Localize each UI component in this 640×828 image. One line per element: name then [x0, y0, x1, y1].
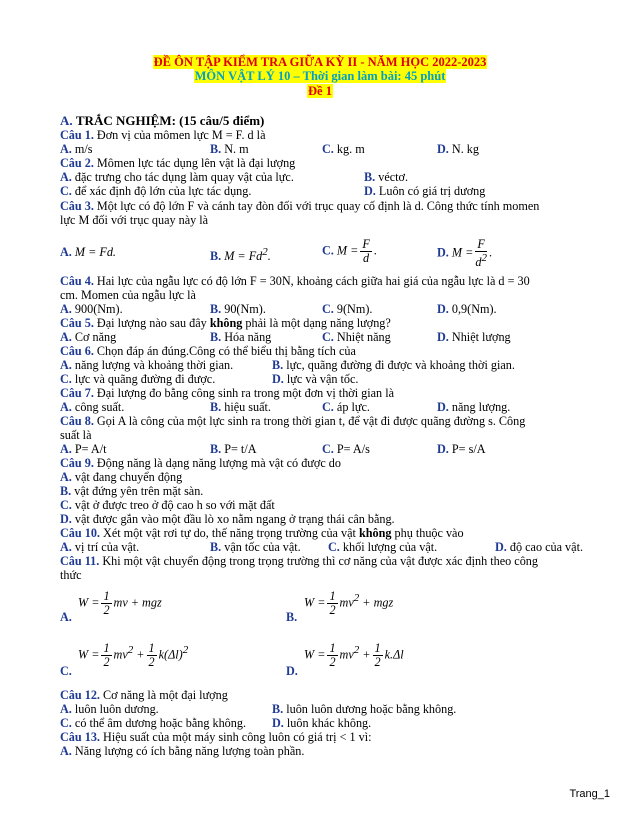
question-6: Câu 6. Chọn đáp án đúng.Công có thể biểu thị bằng tích của: [60, 344, 356, 358]
question-8: Câu 8. Gọi A là công của một lực sinh ra trong thời gian t, để vật đi được quãng đường s. Công: [60, 414, 526, 428]
question-13: Câu 13. Hiệu suất của một máy sinh công luôn có giá trị < 1 vì:: [60, 730, 372, 744]
question-13-option-a: A. Năng lượng có ích bằng năng lượng toàn phần.: [60, 744, 305, 758]
question-9: Câu 9. Động năng là dạng năng lượng mà vật có được do: [60, 456, 341, 470]
page-number: Trang_1: [569, 788, 610, 800]
question-9-option-b: B. vật đứng yên trên mặt sàn.: [60, 484, 204, 498]
question-7: Câu 7. Đại lượng đo bằng công sinh ra trong một đơn vị thời gian là: [60, 386, 394, 400]
question-4-cont: cm. Momen của ngẫu lực là: [60, 288, 196, 302]
question-9-option-a: A. vật đang chuyển động: [60, 470, 183, 484]
question-3: Câu 3. Một lực có độ lớn F và cánh tay đòn đối với trục quay cố định là d. Công thức tính momen: [60, 199, 540, 213]
question-9-option-d: D. vật được gắn vào một đầu lò xo nằm ngang ở trạng thái cân bằng.: [60, 512, 395, 526]
question-11-options: A. W = $\frac{1}{2}$ mv + mgz B. W = $\frac{1}{2}$ $mv^2$ + mgz: [60, 589, 394, 624]
question-11: Câu 11. Khi một vật chuyển động trong trọng trường thì cơ năng của vật được xác định theo công: [60, 554, 538, 568]
exam-title: ĐỀ ÔN TẬP KIỂM TRA GIỮA KỲ II - NĂM HỌC 2022-2023: [153, 55, 487, 69]
question-3-cont: lực M đối với trục quay này là: [60, 213, 209, 227]
question-2: Câu 2. Mômen lực tác dụng lên vật là đại lượng: [60, 156, 296, 170]
exam-subject: MÔN VẬT LÝ 10 – Thời gian làm bài: 45 phút: [194, 69, 446, 83]
question-10: Câu 10. Xét một vật rơi tự do, thế năng trọng trường của vật không phụ thuộc vào: [60, 526, 464, 540]
question-11-cont: thức: [60, 568, 82, 582]
question-1: Câu 1. Đơn vị của mômen lực M = F. d là: [60, 128, 266, 142]
question-4: Câu 4. Hai lực của ngẫu lực có độ lớn F = 30N, khoảng cách giữa hai giá của ngẫu lực là d = 30: [60, 274, 530, 288]
question-5: Câu 5. Đại lượng nào sau đây không phải là một dạng năng lượng?: [60, 316, 391, 330]
exam-code: Đề 1: [308, 84, 332, 98]
question-9-option-c: C. vật ở được treo ở độ cao h so với mặt đất: [60, 498, 275, 512]
question-3-options: A. M = Fd. B. $M = Fd^2$. C. M = $\frac{F}{d}$ . D. M = $\frac{F}{d^2}$ .: [60, 237, 492, 270]
question-11-options-cd: C. W = $\frac{1}{2}$ $mv^2$ + $\frac{1}{2}$ $k(\Delta l)^2$ D. W = $\frac{1}{2}$ $mv^2$ + $\frac{1}{2}$ k.Δl: [60, 641, 404, 678]
exam-page: ĐỀ ÔN TẬP KIỂM TRA GIỮA KỲ II - NĂM HỌC 2022-2023 MÔN VẬT LÝ 10 – Thời gian làm bài: 45 phút Đề 1 A. TRẮC NGHIỆM: (15 câu/5 điểm) Câu 1. Đơn vị của mômen lực M = F. d là A. m/s B. N. m C. kg. m D. N. kg Câu 2. Mômen lực tác dụng lên vật là đại lượng A. đặc trưng cho tác dụng làm quay vật của lực. B. véctơ. C. để xác định độ lớn của lực tác dụng. D. Luôn có giá trị dương Câu 3. Một lực có độ lớn F và cánh tay đòn đối với trục quay cố định là d. Công thức tính momen lực M đối với trục quay này là A. M = Fd. B. $M = Fd^2$. C. M = $\frac{F}{d}$ . D. M = $\frac{F}{d^2}$ . Câu 4. Hai lực của ngẫu lực có độ lớn F = 30N, khoảng cách giữa hai giá của ngẫu lực là d = 30 cm. Momen của ngẫu lực là A. 900(Nm). B. 90(Nm). C. 9(Nm). D. 0,9(Nm). Câu 5. Đại lượng nào sau đây không phải là một dạng năng lượng? A. Cơ năng B. Hóa năng C. Nhiệt năng D. Nhiệt lượng Câu 6. Chọn đáp án đúng.Công có thể biểu thị bằng tích của A. năng lượng và khoảng thời gian. B. lực, quãng đường đi được và khoảng thời gian. C. lực và quãng đường đi được. D. lực và vận tốc. Câu 7. Đại lượng đo bằng công sinh ra trong một đơn vị thời gian là A. công suất. B. hiệu suất. C. áp lực. D. năng lượng. Câu 8. Gọi A là công của một lực sinh ra trong thời gian t, để vật đi được quãng đường s. Công suất là A. P= A/t B. P= t/A C. P= A/s D. P= s/A Câu 9. Động năng là dạng năng lượng mà vật có được do A. vật đang chuyển động B. vật đứng yên trên mặt sàn. C. vật ở được treo ở độ cao h so với mặt đất D. vật được gắn vào một đầu lò xo nằm ngang ở trạng thái cân bằng. Câu 10. Xét một vật rơi tự do, thế năng trọng trường của vật không phụ thuộc vào A. vị trí của vật. B. vận tốc của vật. C. khối lượng của vật. D. độ cao của vật. Câu 11. Khi một vật chuyển động trong trọng trường thì cơ năng của vật được xác định theo công thức A. W = $\frac{1}{2}$ mv + mgz B. W = $\frac{1}{2}$ $mv^2$ + mgz C. W = $\frac{1}{2}$ $mv^2$ + $\frac{1}{2}$ $k(\Delta l)^2$ D. W = $\frac{1}{2}$ $mv^2$ + $\frac{1}{2}$ k.Δl Câu 12. Cơ năng là một đại lượng A. luôn luôn dương. B. luôn luôn dương hoặc bằng không. C. có thể âm dương hoặc bằng không. D. luôn khác không. Câu 13. Hiệu suất của một máy sinh công luôn có giá trị < 1 vì: A. Năng lượng có ích bằng năng lượng toàn phần. Trang_1: [0, 0, 640, 828]
question-12: Câu 12. Cơ năng là một đại lượng: [60, 688, 228, 702]
question-8-cont: suất là: [60, 428, 92, 442]
section-heading: A. TRẮC NGHIỆM: (15 câu/5 điểm): [60, 113, 265, 128]
